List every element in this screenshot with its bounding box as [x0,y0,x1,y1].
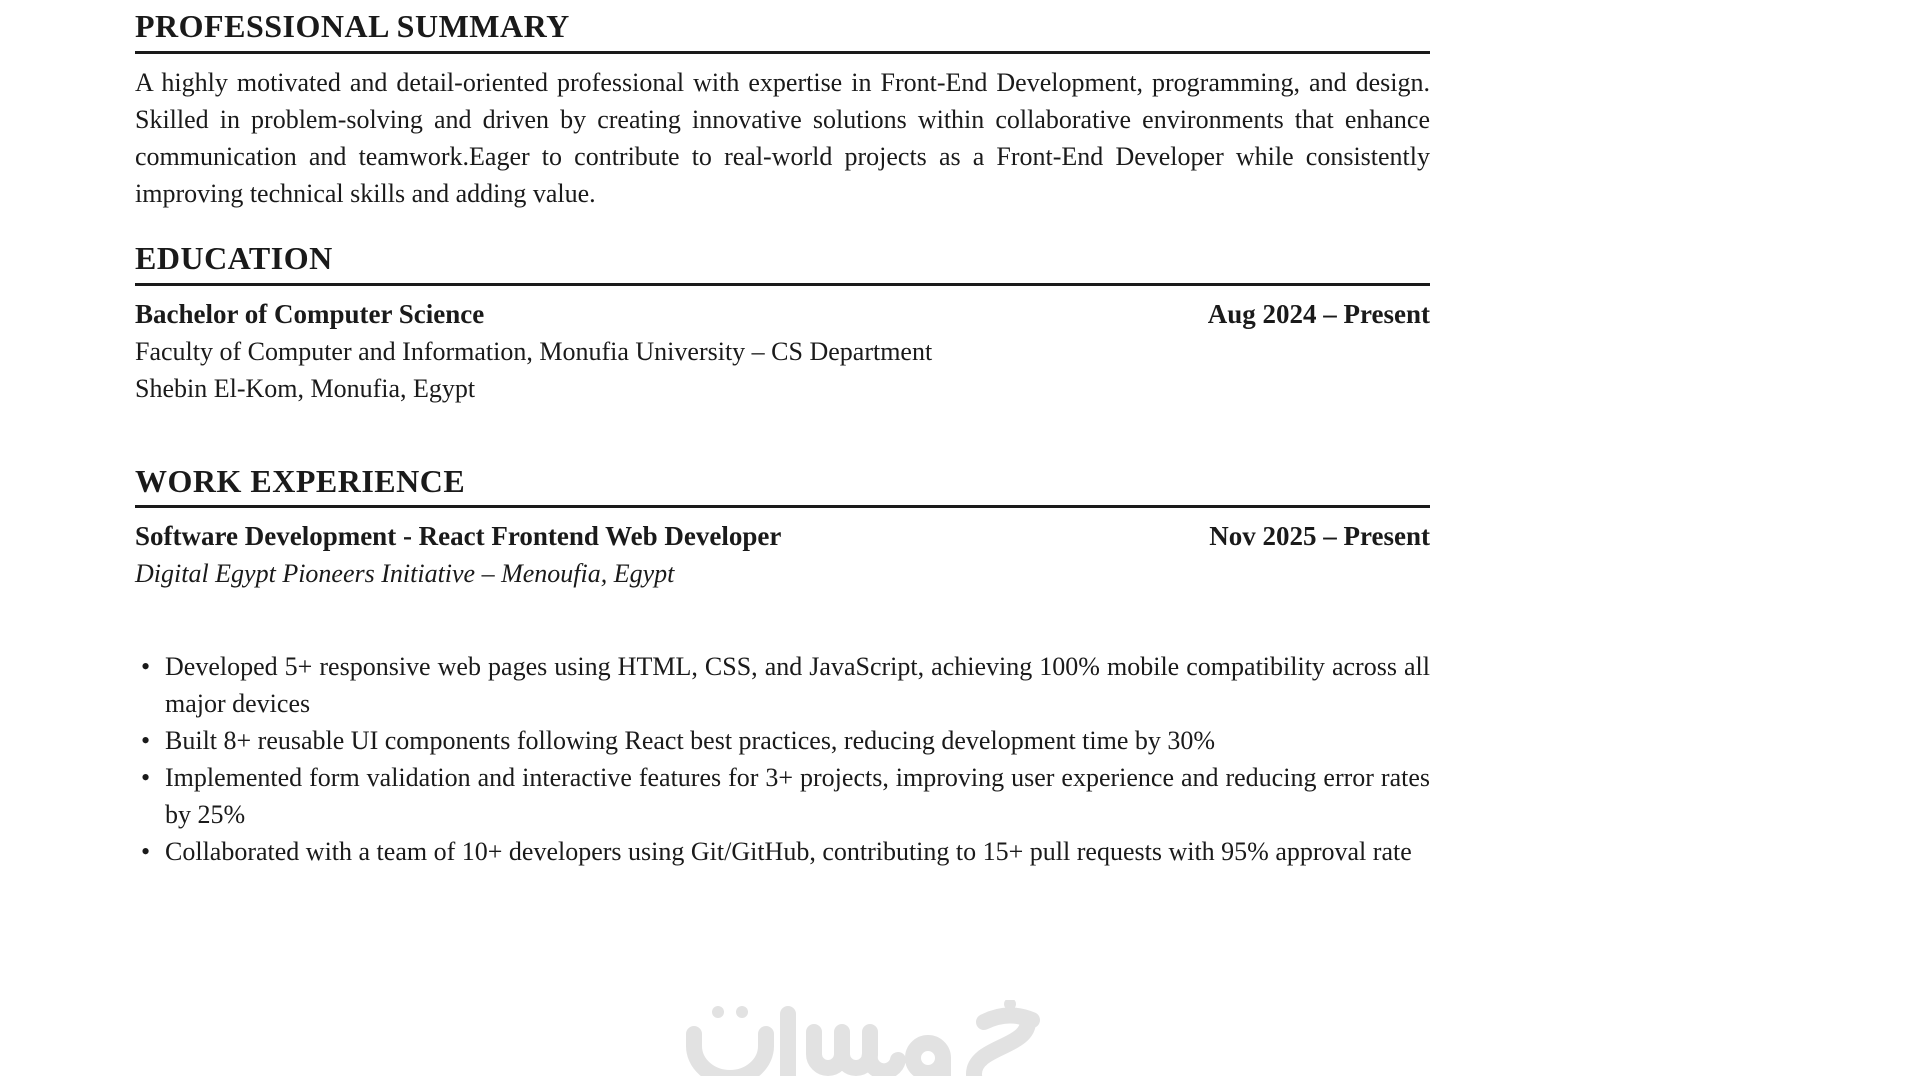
khamsat-logo-watermark-icon [680,1000,1110,1076]
professional-summary-section [135,8,1430,212]
achievement-item: • Implemented form validation and interactive features for 3+ projects, improving user experience and reducing error rates by 25% [165,759,1430,833]
education-dates: Aug 2024 – Present [1207,298,1430,329]
resume-content [135,8,1430,870]
job-organization: Digital Egypt Pioneers Initiative – Menoufia, Egypt [135,559,675,589]
job-title: Software Development - React Frontend Web Developer [135,521,782,552]
education-heading: EDUCATION [135,240,1430,286]
education-section [135,240,1430,407]
job-entry [135,518,1430,592]
job-dates: Nov 2025 – Present [1209,521,1430,552]
education-entry-head [135,296,1430,333]
location-line: Shebin El-Kom, Monufia, Egypt [135,373,476,403]
institution-line: Faculty of Computer and Information, Monufia University – CS Department [135,336,933,366]
achievement-item: • Built 8+ reusable UI components following React best practices, reducing development time by 30% [165,722,1430,759]
work-experience-section [135,463,1430,871]
education-entry [135,296,1430,407]
degree-title: Bachelor of Computer Science [135,298,485,329]
achievement-item: • Developed 5+ responsive web pages using HTML, CSS, and JavaScript, achieving 100% mobile compatibility across all major devices [165,648,1430,722]
professional-summary-heading: PROFESSIONAL SUMMARY [135,8,1430,54]
achievement-item: • Collaborated with a team of 10+ developers using Git/GitHub, contributing to 15+ pull requests with 95% approval rate [165,833,1430,870]
work-experience-heading: WORK EXPERIENCE [135,463,1430,509]
job-entry-head [135,518,1430,555]
summary-text: A highly motivated and detail-oriented professional with expertise in Front-End Development, programming, and design. Skilled in problem-solving and driven by creating innovative solutions within collaborative environments that enhance communication and teamwork.Eager to contribute to real-world projects as a Front-End Developer while consistently improving technical skills and adding value. [135,67,1430,208]
achievements-list [135,648,1430,870]
